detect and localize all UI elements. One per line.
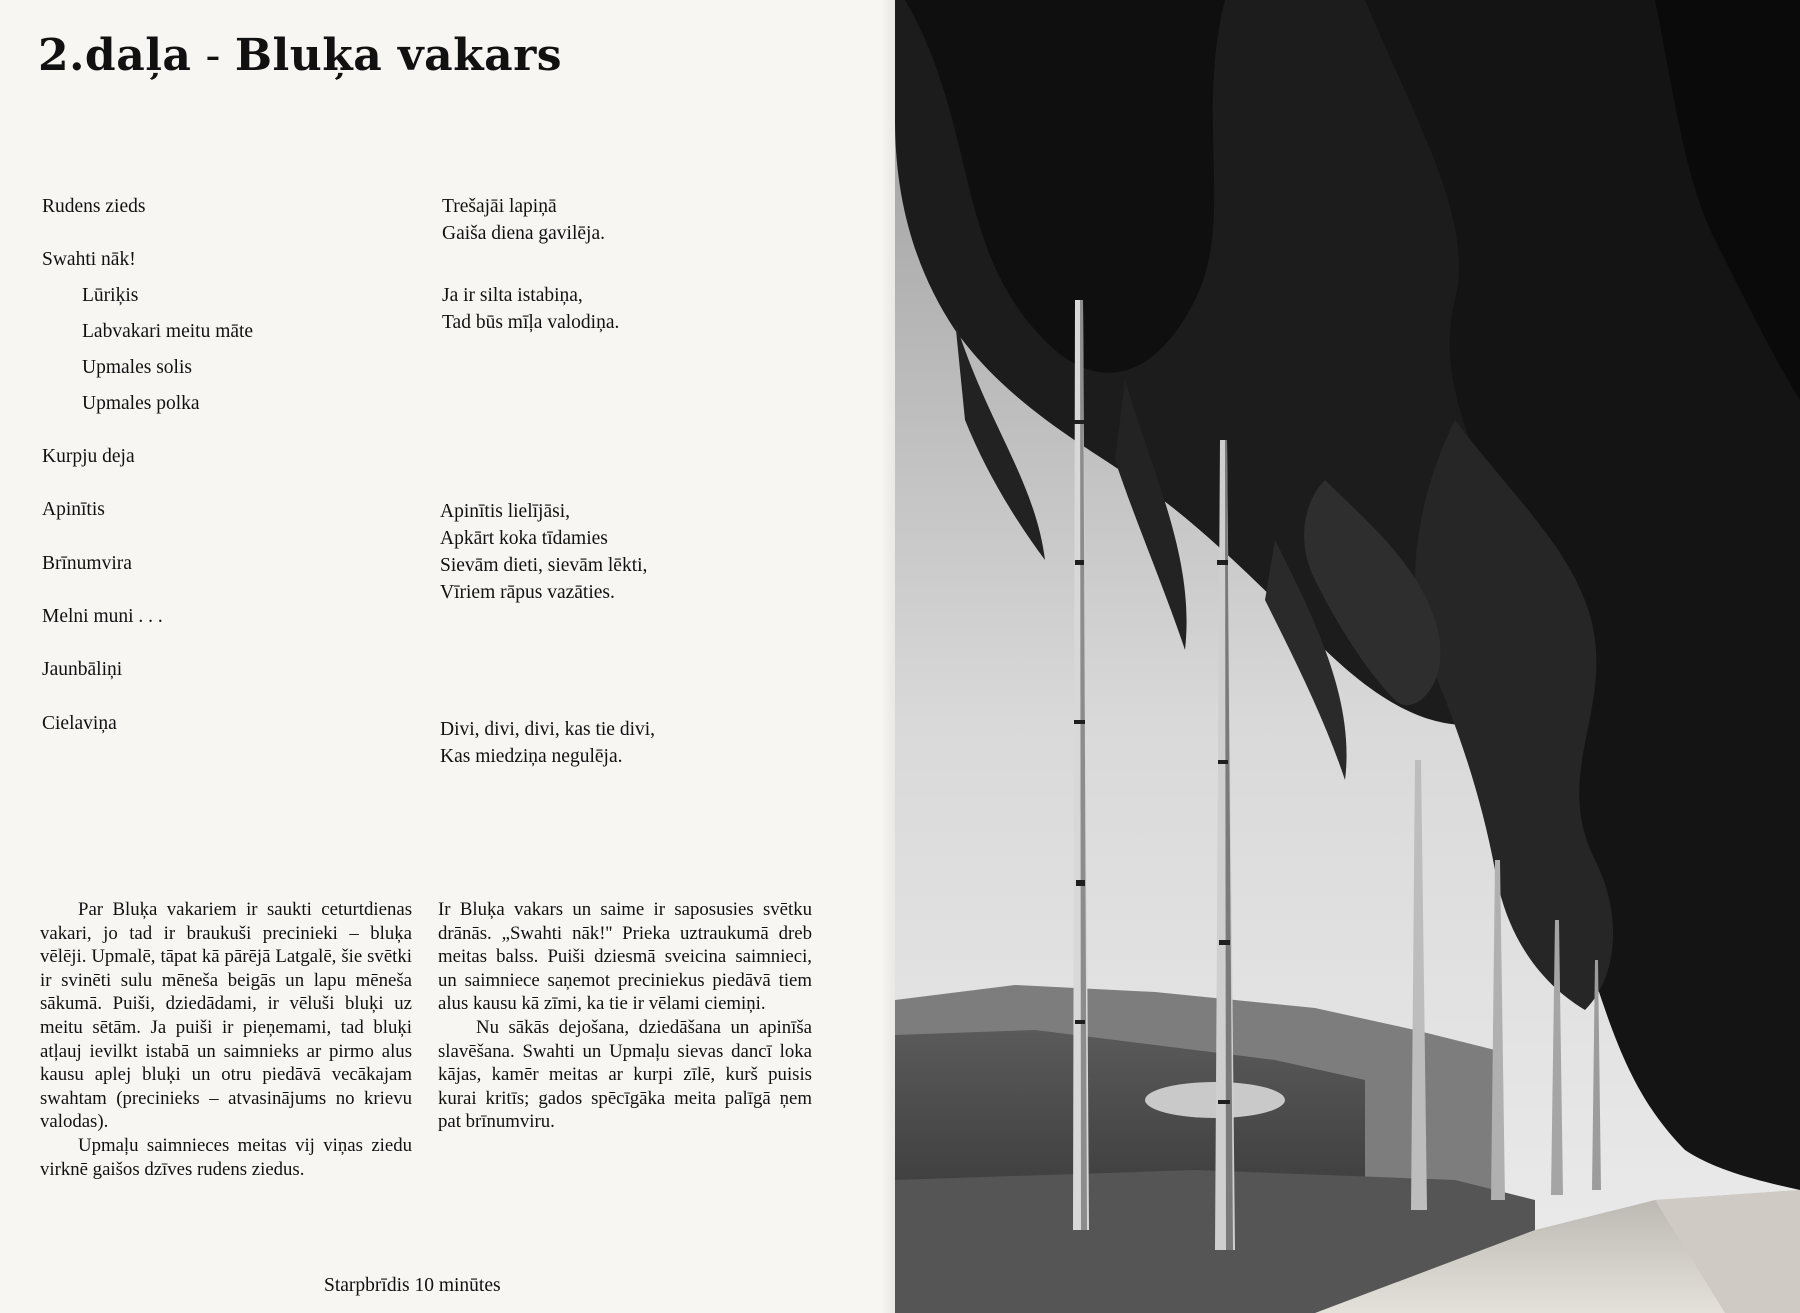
program-subitem: Upmales polka [82,393,200,414]
birch-road-photo [895,0,1800,1313]
prose-column-left [40,898,412,1181]
lyric-line: Ja ir silta istabiņa, [442,285,583,306]
program-item: Apinītis [42,499,105,520]
lyric-verse [440,498,647,606]
program-item: Kurpju deja [42,446,135,467]
page-title [38,30,562,81]
lyric-line: Sievām dieti, sievām lēkti, [440,555,648,576]
title-separator: - [205,30,221,81]
program-subitem: Labvakari meitu māte [82,321,254,342]
title-name: Bluķa vakars [234,30,563,81]
lyric-line: Trešajāi lapiņā [442,196,557,217]
program-item: Melni muni . . . [42,606,163,627]
lyric-line: Apkārt koka tīdamies [440,528,608,549]
lyric-verse [442,193,605,247]
lyric-verse [440,716,655,770]
prose-paragraph: Nu sākās dejošana, dziedāšana un apinīša slavēšana. Swahti un Upmaļu sievas dancī loka kājas, kamēr meitas ar kurpi zīlē, kurš puisis kurai kritīs; gados spēcīgāka meita palīgā ņem pat brīnumviru. [438,1016,812,1133]
lyric-line: Gaiša diena gavilēja. [442,223,605,244]
program-item: Swahti nāk! [42,249,136,270]
prose-column-right [438,898,812,1134]
program-item: Cielaviņa [42,713,117,734]
prose-paragraph: Par Bluķa vakariem ir saukti ceturtdienas vakari, jo tad ir braukuši precinieki – bluķa vēlēji. Upmalē, tāpat kā pārējā Latgalē, šie svētki ir svinēti sulu mēneša beigās un lapu mēneša sākumā. Puiši, dziedādami, ir vēluši bluķi uz meitu sētām. Ja puiši ir pieņemami, tad bluķi atļauj ievilkt istabā un saimnieks ar pirmo alus kausu aplej bluķi un otru piedāvā vecākajam swahtam (precinieks – atvasinājums no krievu valodas). [40,899,412,1133]
prose-paragraph: Ir Bluķa vakars un saime ir saposusies svētku drānās. „Swahti nāk!'' Prieka uztraukumā dreb meitas balss. Puiši dziesmā sveicina saimnieci, un saimniece saņemot preciniekus piedāvā tiem alus kausu kā zīmi, ka tie ir vēlami ciemiņi. [438,899,812,1015]
title-part: 2.daļa [38,30,192,81]
prose-paragraph: Upmaļu saimnieces meitas vij viņas ziedu virknē gaišos dzīves rudens ziedus. [40,1134,412,1180]
left-page [0,0,895,1313]
lyric-verse [442,282,619,336]
program-subitem: Lūriķis [82,285,139,306]
lyric-line: Tad būs mīļa valodiņa. [442,312,620,333]
lyric-line: Divi, divi, divi, kas tie divi, [440,719,656,740]
intermission-note: Starpbrīdis 10 minūtes [324,1275,501,1296]
lyric-line: Vīriem rāpus vazāties. [440,582,615,603]
lyric-line: Apinītis lielījāsi, [440,501,570,522]
program-item: Jaunbāliņi [42,659,123,680]
program-subitem: Upmales solis [82,357,192,378]
program-item: Rudens zieds [42,196,146,217]
lyric-line: Kas miedziņa negulēja. [440,746,623,767]
program-item: Brīnumvira [42,553,132,574]
